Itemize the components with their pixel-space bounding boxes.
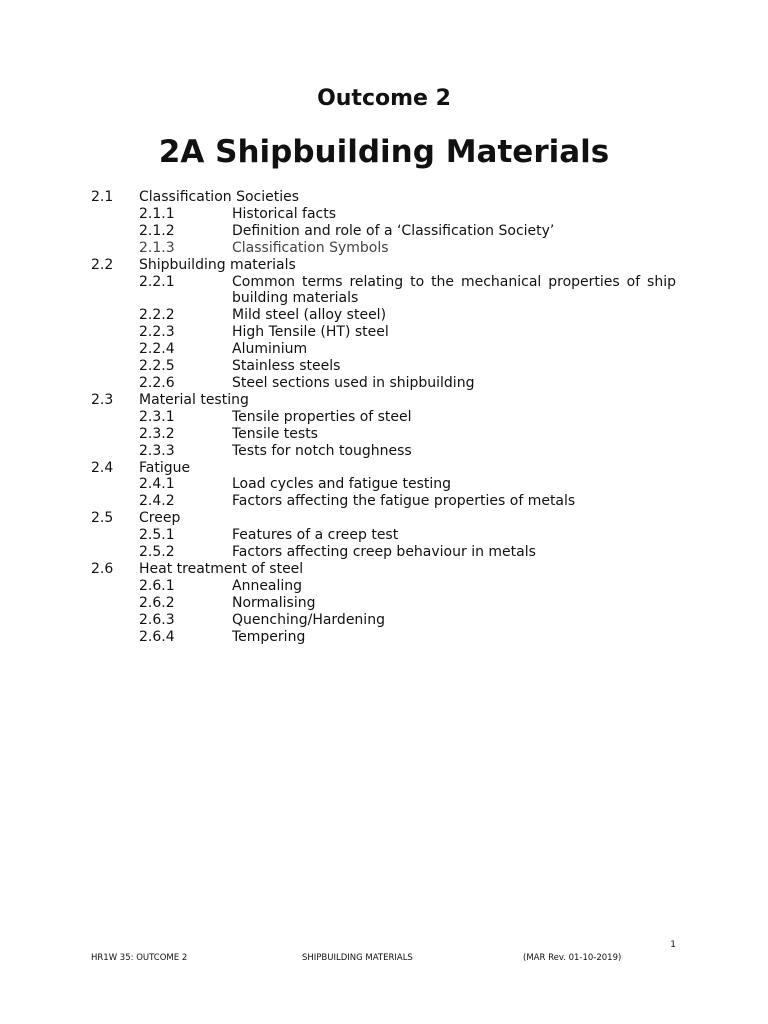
toc-label: Tests for notch toughness <box>232 442 412 459</box>
toc-subsection <box>91 476 676 493</box>
outcome-heading: Outcome 2 <box>317 86 451 111</box>
toc-label: Definition and role of a ‘Classification Society’ <box>232 222 555 239</box>
toc-label: Quenching/Hardening <box>232 611 385 628</box>
toc-subsection <box>91 206 676 223</box>
footer-revision: (MAR Rev. 01-10-2019) <box>523 953 622 963</box>
toc-label: Load cycles and fatigue testing <box>232 476 451 493</box>
toc-number: 2.2.5 <box>139 358 175 375</box>
toc-label: Classification Societies <box>139 189 300 205</box>
toc-number: 2.3 <box>91 391 114 408</box>
toc-number: 2.1.3 <box>139 239 175 256</box>
toc-number: 2.5 <box>91 510 114 527</box>
toc-subsection <box>91 629 676 646</box>
toc-label: High Tensile (HT) steel <box>232 324 389 341</box>
toc-label: Steel sections used in shipbuilding <box>232 374 475 391</box>
toc-label: Fatigue <box>139 459 191 476</box>
toc-subsection <box>91 358 676 375</box>
toc-label: Historical facts <box>232 205 337 222</box>
toc-subsection <box>91 324 676 341</box>
toc-number: 2.1.2 <box>139 222 175 239</box>
toc-number: 2.1.1 <box>139 205 175 222</box>
toc-number: 2.6.3 <box>139 611 175 628</box>
toc-label: Factors affecting the fatigue properties of metals <box>232 493 576 510</box>
toc-number: 2.3.3 <box>139 442 175 459</box>
footer-topic: SHIPBUILDING MATERIALS <box>302 953 413 963</box>
toc-number: 2.4.1 <box>139 476 175 493</box>
toc-subsection <box>91 612 676 629</box>
footer-course-code: HR1W 35: OUTCOME 2 <box>91 953 188 963</box>
toc-number: 2.2.2 <box>139 307 175 324</box>
toc-section <box>91 392 676 409</box>
toc-label: Mild steel (alloy steel) <box>232 307 387 324</box>
toc-section <box>91 561 676 578</box>
toc-label: Features of a creep test <box>232 527 399 544</box>
toc-number: 2.3.2 <box>139 425 175 442</box>
toc-section <box>91 257 676 274</box>
toc-number: 2.2.6 <box>139 374 175 391</box>
toc-subsection <box>91 223 676 240</box>
toc-label: Stainless steels <box>232 358 341 375</box>
toc-number: 2.2 <box>91 256 114 273</box>
toc-subsection <box>91 274 676 308</box>
toc-number: 2.2.1 <box>139 273 175 290</box>
toc-subsection <box>91 493 676 510</box>
toc-label: Tensile properties of steel <box>232 408 412 425</box>
toc-subsection <box>91 307 676 324</box>
toc-subsection <box>91 341 676 358</box>
toc-subsection <box>91 578 676 595</box>
toc-number: 2.2.3 <box>139 324 175 341</box>
toc-section <box>91 510 676 527</box>
toc-subsection <box>91 595 676 612</box>
toc-number: 2.2.4 <box>139 341 175 358</box>
toc-label: Factors affecting creep behaviour in metals <box>232 544 536 561</box>
toc-label: Annealing <box>232 577 303 594</box>
toc-number: 2.6 <box>91 560 114 577</box>
toc-number: 2.1 <box>91 189 114 205</box>
toc-number: 2.4 <box>91 459 114 476</box>
toc-label: Common terms relating to the mechanical properties of ship building materials <box>232 273 676 307</box>
toc-subsection <box>91 375 676 392</box>
toc-label: Tensile tests <box>232 425 318 442</box>
toc-label: Normalising <box>232 594 316 611</box>
page-title: 2A Shipbuilding Materials <box>158 134 610 170</box>
toc-number: 2.6.2 <box>139 594 175 611</box>
toc-label: Creep <box>139 510 181 527</box>
toc-subsection <box>91 443 676 460</box>
toc-label: Heat treatment of steel <box>139 560 304 577</box>
page-number: 1 <box>670 940 676 950</box>
toc-number: 2.6.4 <box>139 628 175 645</box>
toc-label: Classification Symbols <box>232 239 389 256</box>
toc-section <box>91 189 676 206</box>
toc-number: 2.6.1 <box>139 577 175 594</box>
toc-subsection <box>91 240 676 257</box>
toc-subsection <box>91 426 676 443</box>
toc-number: 2.4.2 <box>139 493 175 510</box>
toc-number: 2.5.2 <box>139 544 175 561</box>
toc-subsection <box>91 544 676 561</box>
toc-label: Material testing <box>139 391 249 408</box>
table-of-contents <box>91 189 676 645</box>
toc-label: Aluminium <box>232 341 308 358</box>
toc-number: 2.3.1 <box>139 408 175 425</box>
toc-label: Tempering <box>232 628 306 645</box>
toc-subsection <box>91 527 676 544</box>
toc-subsection <box>91 409 676 426</box>
toc-number: 2.5.1 <box>139 527 175 544</box>
toc-label: Shipbuilding materials <box>139 256 296 273</box>
toc-section <box>91 460 676 477</box>
